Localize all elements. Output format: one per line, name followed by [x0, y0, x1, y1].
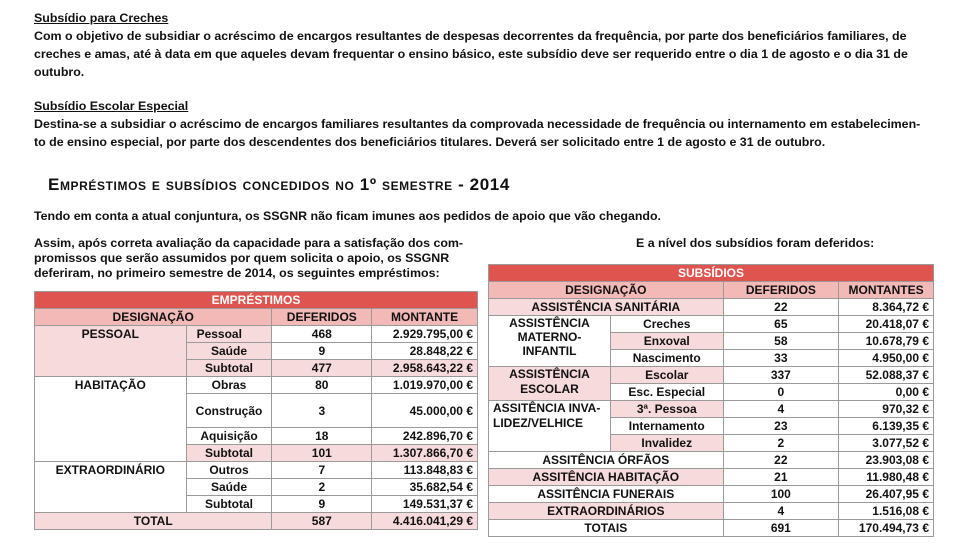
total-deferidos: 587	[272, 513, 372, 530]
deferidos-cell: 477	[272, 360, 372, 377]
total-montante: 4.416.041,29 €	[372, 513, 478, 530]
deferidos-cell: 7	[272, 462, 372, 479]
paragraph-line: outubro.	[34, 65, 85, 79]
deferidos-cell: 9	[272, 343, 372, 360]
deferidos-cell: 2	[272, 479, 372, 496]
section-title: Subsídio para Creches	[34, 11, 169, 25]
montante-cell: 242.896,70 €	[372, 428, 478, 445]
montante-cell: 8.364,72 €	[839, 299, 934, 316]
group-label-line: INFANTIL	[522, 344, 577, 358]
total-deferidos: 691	[723, 520, 839, 537]
montante-cell: 23.903,08 €	[839, 452, 934, 469]
column-header: MONTANTE	[372, 309, 478, 326]
montante-cell: 1.019.970,00 €	[372, 377, 478, 394]
table-caption: SUBSÍDIOS	[489, 265, 934, 282]
left-text	[34, 236, 476, 281]
group-label	[489, 401, 611, 452]
group-label	[489, 367, 611, 401]
montante-cell: 0,00 €	[839, 384, 934, 401]
montante-cell: 3.077,52 €	[839, 435, 934, 452]
column-header: DEFERIDOS	[723, 282, 839, 299]
montante-cell: 1.516,08 €	[839, 503, 934, 520]
sub-label: Invalidez	[610, 435, 723, 452]
group-label-line: ASSISTÊNCIA	[509, 316, 590, 330]
sub-label: Subtotal	[186, 360, 272, 377]
table-caption: EMPRÉSTIMOS	[35, 292, 478, 309]
deferidos-cell: 9	[272, 496, 372, 513]
section-creches	[34, 9, 926, 81]
total-label: TOTAL	[35, 513, 272, 530]
deferidos-cell: 18	[272, 428, 372, 445]
deferidos-cell: 2	[723, 435, 839, 452]
paragraph-line: to de ensino especial, por parte dos descendentes dos beneficiários titulares. Deverá ser solicitado entre 1 de agosto e 31 de outubro.	[34, 135, 826, 149]
sub-label: Internamento	[610, 418, 723, 435]
deferidos-cell: 58	[723, 333, 839, 350]
montante-cell: 28.848,22 €	[372, 343, 478, 360]
emprestimos-table	[34, 291, 478, 530]
deferidos-cell: 21	[723, 469, 839, 486]
deferidos-cell: 80	[272, 377, 372, 394]
montante-cell: 45.000,00 €	[372, 394, 478, 428]
montante-cell: 113.848,83 €	[372, 462, 478, 479]
montante-cell: 11.980,48 €	[839, 469, 934, 486]
sub-label: Obras	[186, 377, 272, 394]
deferidos-cell: 101	[272, 445, 372, 462]
deferidos-cell: 3	[272, 394, 372, 428]
sub-label: Construção	[186, 394, 272, 428]
total-label: TOTAIS	[489, 520, 724, 537]
montante-cell: 35.682,54 €	[372, 479, 478, 496]
deferidos-cell: 22	[723, 452, 839, 469]
deferidos-cell: 65	[723, 316, 839, 333]
montante-cell: 6.139,35 €	[839, 418, 934, 435]
group-label-line: LIDEZ/VELHICE	[493, 416, 584, 430]
column-header: MONTANTES	[839, 282, 934, 299]
designacao-cell: ASSITÊNCIA HABITAÇÃO	[489, 469, 724, 486]
main-heading: Empréstimos e subsídios concedidos no 1º semestre - 2014	[48, 175, 510, 194]
paragraph-line: Destina-se a subsidiar o acréscimo de encargos familiares resultantes da comprovada necessidade de frequência ou internamento em estabelecimen-	[34, 117, 921, 131]
paragraph-line: Com o objetivo de subsidiar o acréscimo de encargos resultantes de despesas decorrentes da frequência, por parte dos beneficiários familiares, de	[34, 29, 907, 43]
sub-label: Enxoval	[610, 333, 723, 350]
montante-cell: 20.418,07 €	[839, 316, 934, 333]
montante-cell: 52.088,37 €	[839, 367, 934, 384]
section-title: Subsídio Escolar Especial	[34, 99, 189, 113]
designacao-cell: ASSITÊNCIA FUNERAIS	[489, 486, 724, 503]
group-label-line: ESCOLAR	[520, 382, 579, 396]
montante-cell: 2.958.643,22 €	[372, 360, 478, 377]
total-montante: 170.494,73 €	[839, 520, 934, 537]
left-text-line: promissos que serão assumidos por quem solicita o apoio, os SSGNR	[34, 251, 450, 265]
group-label: PESSOAL	[35, 326, 187, 377]
montante-cell: 1.307.866,70 €	[372, 445, 478, 462]
sub-label: Outros	[186, 462, 272, 479]
paragraph-line: creches e amas, até à data em que aqueles devam frequentar o ensino básico, este subsídio deve ser requerido entre o dia 1 de agosto e o dia 31 de	[34, 47, 908, 61]
deferidos-cell: 4	[723, 401, 839, 418]
designacao-cell: ASSITÊNCIA ÓRFÃOS	[489, 452, 724, 469]
sub-label: Nascimento	[610, 350, 723, 367]
sub-label: Pessoal	[186, 326, 272, 343]
montante-cell: 970,32 €	[839, 401, 934, 418]
montante-cell: 2.929.795,00 €	[372, 326, 478, 343]
sub-label: Subtotal	[186, 445, 272, 462]
montante-cell: 4.950,00 €	[839, 350, 934, 367]
sub-label: Saúde	[186, 343, 272, 360]
montante-cell: 149.531,37 €	[372, 496, 478, 513]
sub-label: Esc. Especial	[610, 384, 723, 401]
column-header: DEFERIDOS	[272, 309, 372, 326]
montante-cell: 26.407,95 €	[839, 486, 934, 503]
group-label: EXTRAORDINÁRIO	[35, 462, 187, 513]
deferidos-cell: 33	[723, 350, 839, 367]
deferidos-cell: 23	[723, 418, 839, 435]
column-header: DESIGNAÇÃO	[489, 282, 724, 299]
group-label-line: ASSITÊNCIA INVA-	[493, 401, 601, 415]
deferidos-cell: 22	[723, 299, 839, 316]
deferidos-cell: 100	[723, 486, 839, 503]
left-text-line: deferiram, no primeiro semestre de 2014, os seguintes empréstimos:	[34, 266, 440, 280]
group-label: HABITAÇÃO	[35, 377, 187, 462]
sub-label: Saúde	[186, 479, 272, 496]
group-label	[489, 316, 611, 367]
designacao-cell: EXTRAORDINÁRIOS	[489, 503, 724, 520]
intro-text: Tendo em conta a atual conjuntura, os SSGNR não ficam imunes aos pedidos de apoio que vão chegando.	[34, 209, 661, 223]
column-header: DESIGNAÇÃO	[35, 309, 272, 326]
sub-label: 3ª. Pessoa	[610, 401, 723, 418]
deferidos-cell: 4	[723, 503, 839, 520]
sub-label: Creches	[610, 316, 723, 333]
sub-label: Subtotal	[186, 496, 272, 513]
sub-label: Escolar	[610, 367, 723, 384]
group-label-line: ASSISTÊNCIA	[509, 367, 590, 381]
subsidios-table	[488, 264, 934, 537]
deferidos-cell: 337	[723, 367, 839, 384]
sub-label: Aquisição	[186, 428, 272, 445]
deferidos-cell: 0	[723, 384, 839, 401]
left-text-line: Assim, após correta avaliação da capacidade para a satisfação dos com-	[34, 236, 464, 250]
group-label-line: MATERNO-	[517, 330, 582, 344]
montante-cell: 10.678,79 €	[839, 333, 934, 350]
designacao-cell: ASSISTÊNCIA SANITÁRIA	[489, 299, 724, 316]
section-escolar-especial	[34, 97, 926, 151]
right-text: E a nível dos subsídios foram deferidos:	[636, 236, 875, 250]
deferidos-cell: 468	[272, 326, 372, 343]
